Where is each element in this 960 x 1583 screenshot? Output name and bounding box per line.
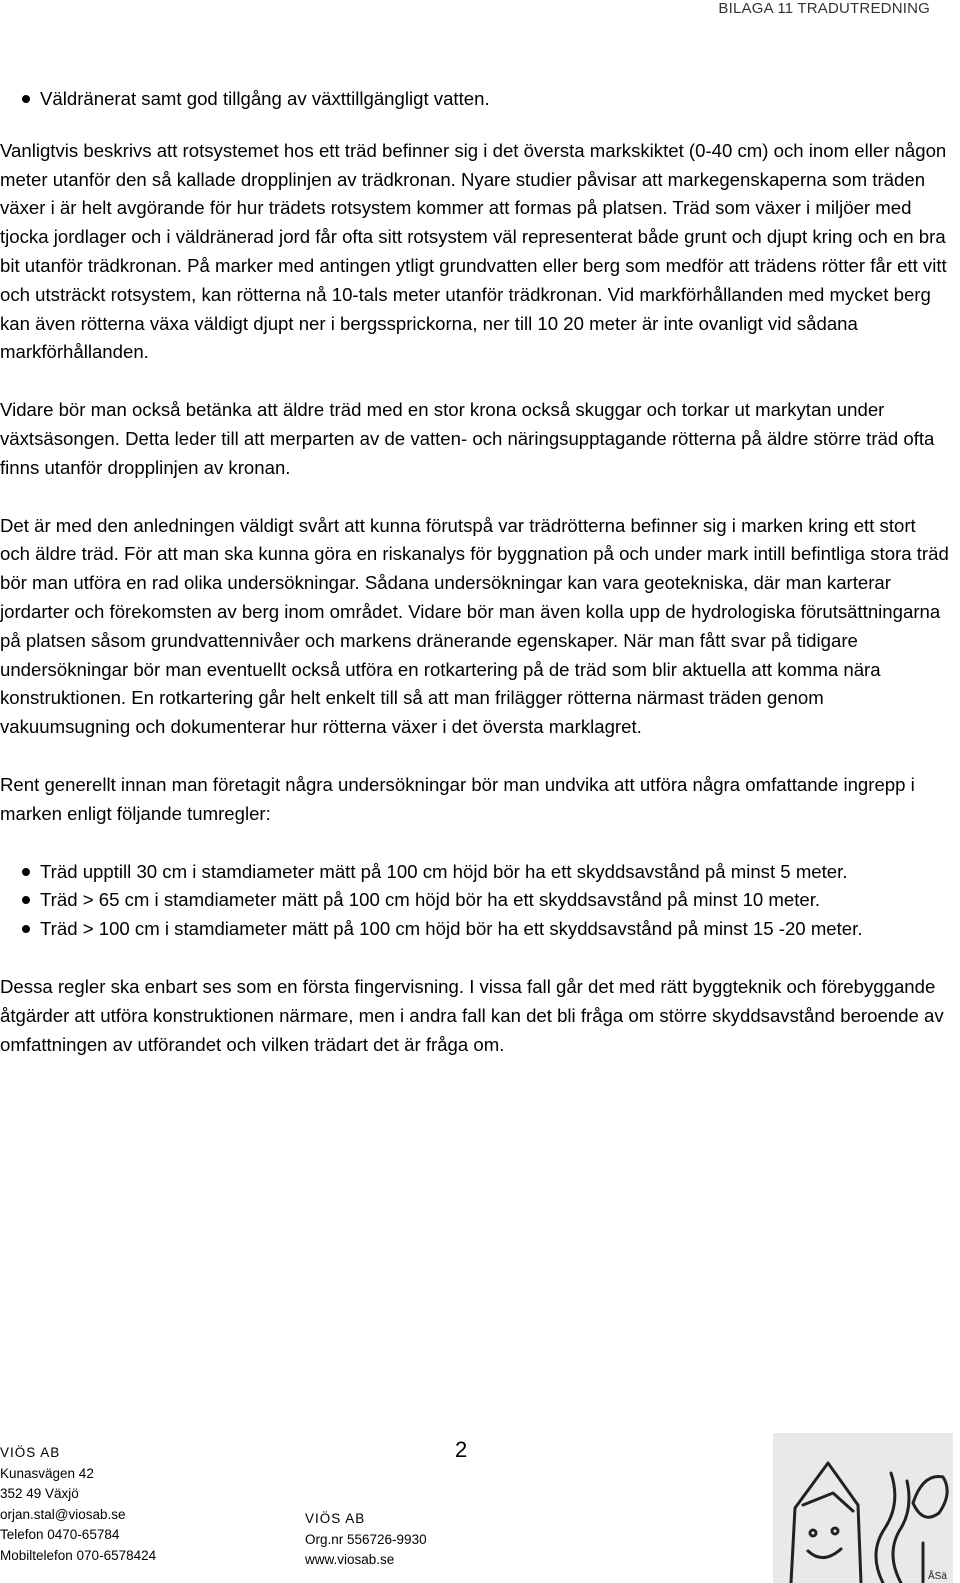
email-link[interactable]: orjan.stal@viosab.se	[0, 1506, 126, 1522]
header-title: BILAGA 11 TRADUTREDNING	[718, 0, 930, 17]
paragraph: Vanligtvis beskrivs att rotsystemet hos ett träd befinner sig i det översta markskiktet (0-40 cm) och inom eller någon meter utanför den så kallade dropplinjen av trädkronan. Nyare studier påvisar att markegenskaperna som träden växer i är helt avgörande för hur trädets rotsystem kommer att formas på platsen. Träd som växer i miljöer med tjocka jordlager och i väldränerad jord får ofta sitt rotsystem väl representerat både grunt och djupt kring och en bra bit utanför trädkronan. På marker med antingen ytligt grundvatten eller berg som medför att trädens rötter får ett vitt och utsträckt rotsystem, kan rötterna nå 10-tals meter utanför trädkronan. Vid markförhållanden med mycket berg kan även rötterna växa väldigt djupt ner i bergssprickorna, ner till 10 20 meter är inte ovanligt vid sådana markförhållanden.	[0, 139, 947, 363]
website-link[interactable]: www.viosab.se	[305, 1552, 395, 1567]
city-address: 352 49 Växjö	[0, 1486, 79, 1501]
paragraph: Rent generellt innan man företagit några undersökningar bör man undvika att utföra några omfattande ingrepp i marken enligt följande tumregler:	[0, 773, 915, 824]
logo-signature: ÅSä	[928, 1571, 947, 1582]
paragraph: Det är med den anledningen väldigt svårt att kunna förutspå var trädrötterna befinner sig i marken kring ett stort och äldre träd. För att man ska kunna göra en riskanalys för byggnation på och under mark intill befintliga stora träd bör man utföra en rad olika undersökningar. Sådana undersökningar kan vara geotekniska, där man karterar jordarter och förekomsten av berg inom området. Vidare bör man även kolla upp de hydrologiska förutsättningarna på platsen såsom grundvattennivåer och markens dränerande egenskaper. När man fått svar på tidigare undersökningar bör man eventuellt också utföra en rotkartering på de träd som blir aktuella att komma nära konstruktionen. En rotkartering går helt enkelt till så att man frilägger rötterna närmast träden genom vakuumsugning och dokumenterar hur rötterna växer i det översta marklagret.	[0, 514, 949, 738]
company-name-2: VIÖS AB	[305, 1511, 366, 1526]
bullet-icon	[22, 868, 30, 876]
company-name: VIÖS AB	[0, 1445, 61, 1460]
street-address: Kunasvägen 42	[0, 1465, 94, 1481]
bullet-icon	[22, 896, 30, 904]
house-tree-sketch-logo-icon	[773, 1433, 953, 1583]
footer-address	[0, 1443, 156, 1566]
document-body	[0, 85, 950, 1059]
list-item: Träd > 100 cm i stamdiameter mätt på 100 cm höjd bör ha ett skyddsavstånd på minst 15 -20 meter.	[0, 915, 950, 944]
rules-list	[0, 858, 950, 944]
paragraph: Vidare bör man också betänka att äldre träd med en stor krona också skuggar och torkar ut markytan under växtsäsongen. Detta leder till att merparten av de vatten- och näringsupptagande rötterna på äldre större träd ofta finns utanför dropplinjen av kronan.	[0, 399, 935, 478]
list-item: Väldränerat samt god tillgång av växttillgängligt vatten.	[0, 85, 950, 114]
mobile-number: Mobiltelefon 070-6578424	[0, 1547, 157, 1563]
phone-number: Telefon 0470-65784	[0, 1527, 120, 1542]
paragraph: Dessa regler ska enbart ses som en första fingervisning. I vissa fall går det med rätt byggteknik och förebyggande åtgärder att utföra konstruktionen närmare, men i andra fall kan det bli fråga om större skyddsavstånd beroende av omfattningen av utförandet och vilken trädart det är fråga om.	[0, 975, 944, 1055]
bullet-icon	[22, 95, 30, 103]
list-item: Träd > 65 cm i stamdiameter mätt på 100 cm höjd bör ha ett skyddsavstånd på minst 10 meter.	[0, 886, 950, 915]
bullet-icon	[22, 925, 30, 933]
intro-bullet-list	[0, 85, 950, 114]
page-number: 2	[455, 1437, 468, 1462]
footer-company-info	[305, 1509, 427, 1571]
list-item: Träd upptill 30 cm i stamdiameter mätt på 100 cm höjd bör ha ett skyddsavstånd på minst 5 meter.	[0, 858, 950, 887]
org-number: Org.nr 556726-9930	[305, 1531, 427, 1547]
